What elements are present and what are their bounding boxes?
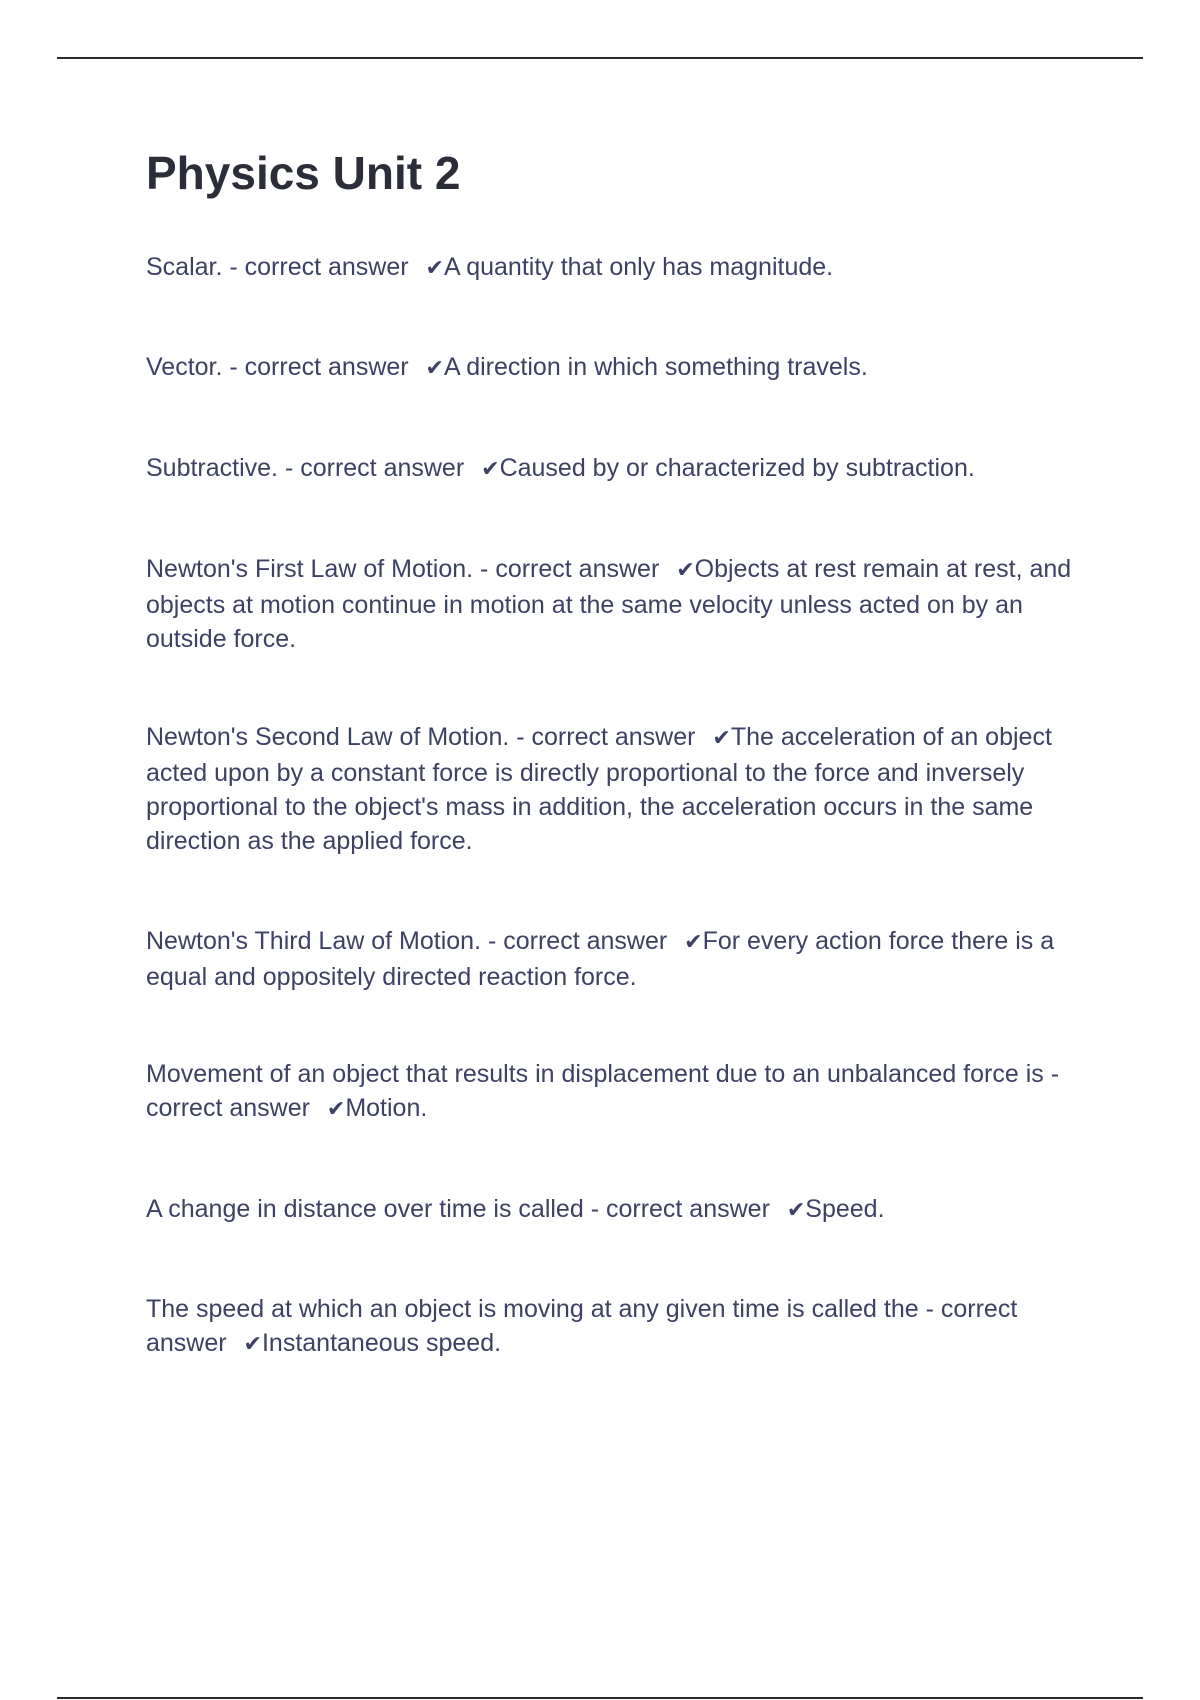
check-mark-icon: ✔ [676,558,695,583]
answer-text: Caused by or characterized by subtraction. [499,454,975,482]
check-mark-icon: ✔ [684,930,703,955]
qa-entry-subtractive [146,451,1086,487]
check-mark-icon: ✔ [481,457,500,482]
answer-text: Instantaneous speed. [261,1329,502,1357]
answer-text: For every action force there is a equal and oppositely directed reaction force. [146,927,1055,991]
question-text: Subtractive. - correct answer [146,454,472,482]
answer-text: Objects at rest remain at rest, and objects at motion continue in motion at the same velocity unless acted on by an outside force. [146,555,1072,653]
answer-text: Motion. [345,1094,428,1122]
qa-entry-scalar [146,250,1086,286]
check-mark-icon: ✔ [425,356,444,381]
question-text: Movement of an object that results in displacement due to an unbalanced force is - correct answer [146,1060,1060,1122]
page-title: Physics Unit 2 [146,147,461,199]
qa-entry-first-law [146,552,1086,656]
answer-text: Speed. [805,1195,885,1223]
qa-entry-motion [146,1057,1086,1127]
question-text: The speed at which an object is moving at any given time is called the - correct answer [146,1295,1018,1357]
qa-entry-vector [146,350,1086,386]
check-mark-icon: ✔ [425,256,444,281]
check-mark-icon: ✔ [786,1198,806,1223]
answer-text: A direction in which something travels. [443,353,868,381]
qa-entry-instantaneous-speed [146,1292,1086,1362]
qa-entry-speed [146,1192,1086,1228]
check-mark-icon: ✔ [712,726,731,751]
answer-text: A quantity that only has magnitude. [443,253,834,281]
question-text: Newton's Second Law of Motion. - correct answer [146,723,703,751]
top-rule [57,57,1143,59]
question-text: Vector. - correct answer [146,353,416,381]
question-text: Newton's Third Law of Motion. - correct answer [146,927,675,955]
question-text: A change in distance over time is called - correct answer [146,1195,777,1223]
check-mark-icon: ✔ [326,1097,346,1122]
question-text: Newton's First Law of Motion. - correct answer [146,555,667,583]
answer-text: The acceleration of an object acted upon by a constant force is directly proportional to the force and inversely proportional to the object's mass in addition, the acceleration occurs in the same direction as the applied force. [146,723,1052,855]
question-text: Scalar. - correct answer [146,253,416,281]
check-mark-icon: ✔ [243,1332,262,1357]
qa-entry-second-law [146,720,1096,858]
qa-entry-third-law [146,924,1086,994]
bottom-rule [57,1697,1143,1699]
